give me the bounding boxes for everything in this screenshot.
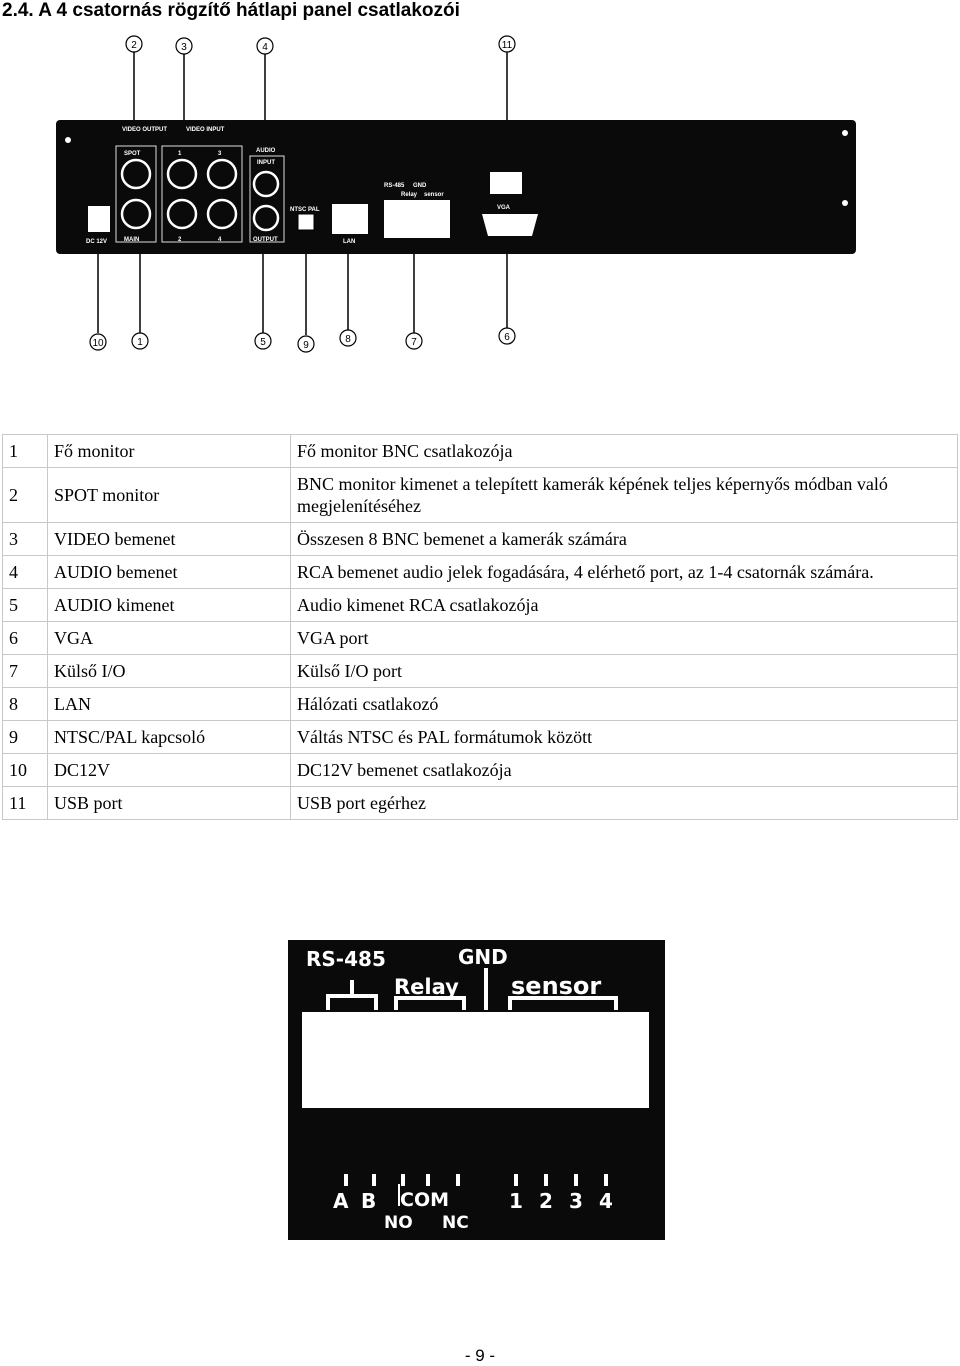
label-spot: SPOT [124, 151, 141, 157]
callout-10 [90, 334, 106, 350]
connector-name: SPOT monitor [48, 468, 291, 523]
label-ntsc-pal: NTSC PAL [290, 207, 320, 213]
svg-text:1: 1 [137, 337, 143, 348]
label-gnd: GND [413, 183, 427, 189]
connector-description: Audio kimenet RCA csatlakozója [291, 589, 958, 622]
table-row [3, 655, 958, 688]
table-row [3, 589, 958, 622]
table-row [3, 622, 958, 655]
label-ch3: 3 [218, 151, 222, 157]
page-number: - 9 - [464, 1346, 496, 1365]
label-video-input: VIDEO INPUT [186, 127, 225, 133]
connector-description: Összesen 8 BNC bemenet a kamerák számára [291, 523, 958, 556]
terminal-label-gnd: GND [458, 945, 508, 969]
row-number: 10 [3, 754, 48, 787]
svg-text:10: 10 [92, 338, 104, 349]
row-number: 6 [3, 622, 48, 655]
bnc-spot-connector [122, 160, 150, 188]
terminal-pin-4: 4 [599, 1189, 613, 1213]
row-number: 5 [3, 589, 48, 622]
connector-description: RCA bemenet audio jelek fogadására, 4 elérhető port, az 1-4 csatornák számára. [291, 556, 958, 589]
rca-audio-input [254, 172, 278, 196]
callout-4 [257, 38, 273, 54]
label-video-output: VIDEO OUTPUT [122, 127, 168, 133]
connector-description: VGA port [291, 622, 958, 655]
row-number: 3 [3, 523, 48, 556]
connector-description: Hálózati csatlakozó [291, 688, 958, 721]
rear-panel-diagram [0, 30, 960, 360]
svg-text:7: 7 [411, 337, 417, 348]
bnc-input-1 [168, 160, 196, 188]
callout-1 [132, 333, 148, 349]
label-ch2: 2 [178, 237, 182, 243]
terminal-label-sensor: sensor [511, 972, 602, 1000]
table-row [3, 688, 958, 721]
lan-port [332, 204, 368, 234]
connector-description: DC12V bemenet csatlakozója [291, 754, 958, 787]
bnc-input-3 [208, 160, 236, 188]
svg-text:11: 11 [501, 40, 513, 51]
bnc-input-2 [168, 200, 196, 228]
svg-text:6: 6 [504, 332, 510, 343]
connector-name: USB port [48, 787, 291, 820]
connector-name: LAN [48, 688, 291, 721]
label-lan: LAN [343, 239, 356, 245]
connector-table [2, 434, 958, 820]
connector-description: Külső I/O port [291, 655, 958, 688]
row-number: 4 [3, 556, 48, 589]
callout-5 [255, 333, 271, 349]
table-row [3, 787, 958, 820]
callout-3 [176, 38, 192, 54]
usb-port [490, 172, 522, 194]
callout-6 [499, 328, 515, 344]
callout-9 [298, 336, 314, 352]
label-vga: VGA [497, 205, 511, 211]
connector-name: Külső I/O [48, 655, 291, 688]
connector-name: NTSC/PAL kapcsoló [48, 721, 291, 754]
table-row [3, 468, 958, 523]
label-audio-output: OUTPUT [253, 237, 278, 243]
row-number: 2 [3, 468, 48, 523]
connector-description: BNC monitor kimenet a telepített kamerák képének teljes képernyős módban való megjelenítéséhez [291, 468, 958, 523]
ntsc-pal-switch [298, 214, 314, 230]
connector-description: Váltás NTSC és PAL formátumok között [291, 721, 958, 754]
terminal-pin-3: 3 [569, 1189, 583, 1213]
callout-8 [340, 330, 356, 346]
vga-port [482, 214, 538, 236]
svg-text:2: 2 [131, 40, 137, 51]
label-sensor: sensor [424, 192, 444, 198]
label-audio: AUDIO [256, 148, 276, 154]
connector-name: Fő monitor [48, 435, 291, 468]
svg-text:9: 9 [303, 340, 309, 351]
row-number: 1 [3, 435, 48, 468]
label-main: MAIN [124, 237, 140, 243]
label-rs485: RS-485 [384, 183, 405, 189]
table-row [3, 435, 958, 468]
terminal-pin-nc: NC [442, 1213, 469, 1233]
table-row [3, 754, 958, 787]
connector-name: AUDIO kimenet [48, 589, 291, 622]
terminal-pin-1: 1 [509, 1189, 523, 1213]
terminal-label-relay: Relay [394, 975, 459, 999]
terminal-pin-b: B [361, 1189, 377, 1213]
callout-7 [406, 333, 422, 349]
terminal-pin-com: COM [400, 1189, 450, 1211]
label-ch1: 1 [178, 151, 182, 157]
row-number: 11 [3, 787, 48, 820]
connector-name: VGA [48, 622, 291, 655]
table-row [3, 523, 958, 556]
terminal-label-rs485: RS-485 [306, 947, 386, 971]
terminal-pin-no: NO [384, 1213, 413, 1233]
row-number: 8 [3, 688, 48, 721]
io-terminal-detail [288, 940, 665, 1240]
connector-description: Fő monitor BNC csatlakozója [291, 435, 958, 468]
label-dc12v: DC 12V [86, 239, 108, 245]
terminal-pin-2: 2 [539, 1189, 553, 1213]
label-relay: Relay [401, 192, 418, 198]
connector-name: VIDEO bemenet [48, 523, 291, 556]
connector-description: USB port egérhez [291, 787, 958, 820]
terminal-pin-a: A [333, 1189, 349, 1213]
table-row [3, 556, 958, 589]
rca-audio-output [254, 206, 278, 230]
callout-11 [499, 36, 515, 52]
section-title: 2.4. A 4 csatornás rögzítő hátlapi panel csatlakozói [2, 0, 460, 21]
svg-text:3: 3 [181, 42, 187, 53]
svg-text:8: 8 [345, 334, 351, 345]
callout-2 [126, 36, 142, 52]
terminal-plug-body [302, 1012, 649, 1108]
row-number: 9 [3, 721, 48, 754]
dc12v-jack [88, 206, 110, 232]
svg-text:5: 5 [260, 337, 266, 348]
table-row [3, 721, 958, 754]
bnc-input-4 [208, 200, 236, 228]
row-number: 7 [3, 655, 48, 688]
connector-name: DC12V [48, 754, 291, 787]
io-terminal-block [384, 200, 450, 238]
label-audio-input: INPUT [257, 160, 275, 166]
bnc-main-connector [122, 200, 150, 228]
label-ch4: 4 [218, 237, 222, 243]
connector-name: AUDIO bemenet [48, 556, 291, 589]
svg-text:4: 4 [262, 42, 268, 53]
